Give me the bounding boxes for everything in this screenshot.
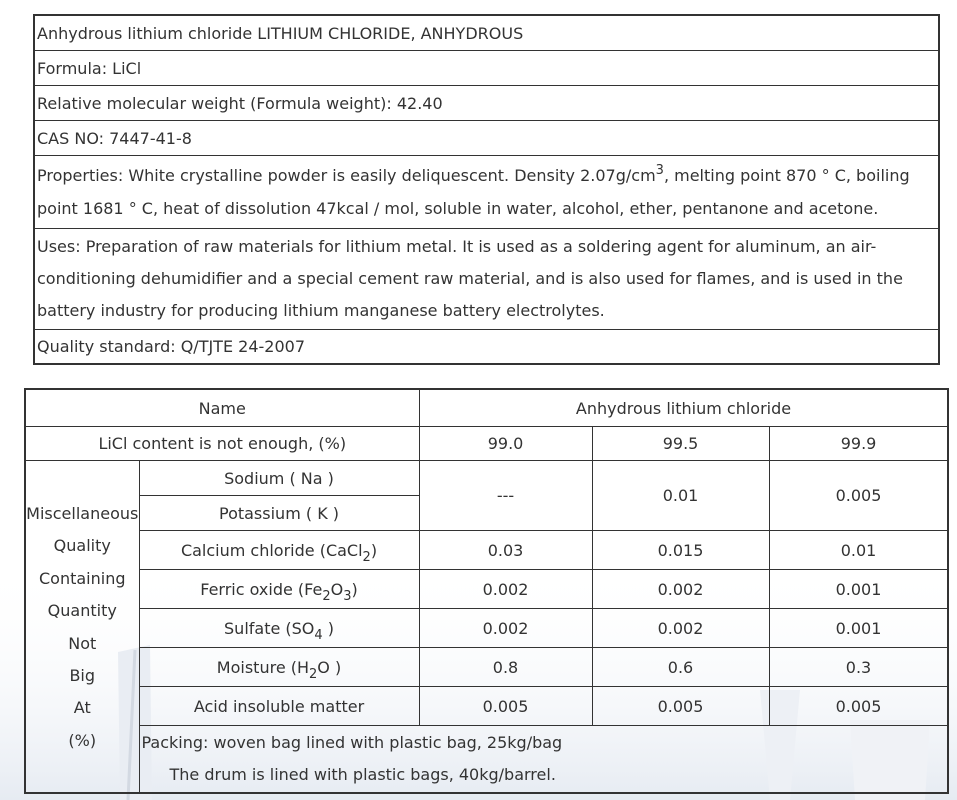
ferric-oxide-label: Ferric oxide $(Fe_2O_3)$: [139, 570, 419, 609]
info-row: [34, 121, 939, 156]
cell-value: 0.01: [592, 461, 769, 531]
cell-value: 0.3: [769, 648, 948, 687]
molecular-weight: Relative molecular weight (Formula weight): 42.40: [34, 86, 939, 121]
moisture-label: Moisture ($H_2O$ ): [139, 648, 419, 687]
cell-value: 99.5: [592, 427, 769, 461]
cell-value: 0.005: [769, 687, 948, 726]
packing-info: Packing: woven bag lined with plastic bag, 25kg/bag The drum is lined with plastic bags, 40kg/barrel.: [139, 726, 948, 794]
info-row: [34, 86, 939, 121]
cell-value: 0.005: [769, 461, 948, 531]
cell-value: 99.9: [769, 427, 948, 461]
cell-value: 0.002: [592, 570, 769, 609]
acid-insoluble-label: Acid insoluble matter: [139, 687, 419, 726]
table-row: [25, 427, 948, 461]
header-name: Name: [25, 389, 419, 427]
properties: Properties: White crystalline powder is easily deliquescent. Density $2.07g/cm^3$, melting point 870 ° C, boiling point 1681 ° C, heat of dissolution 47kcal / mol, soluble in water, alcohol, ether, pentanone and acetone.: [34, 156, 939, 229]
cell-value: 0.005: [419, 687, 592, 726]
cell-value: 0.8: [419, 648, 592, 687]
quality-standard: Quality standard: Q/TJTE 24-2007: [34, 330, 939, 365]
header-product: Anhydrous lithium chloride: [419, 389, 948, 427]
cell-value: 0.005: [592, 687, 769, 726]
formula: Formula: LiCl: [34, 51, 939, 86]
uses: Uses: Preparation of raw materials for lithium metal. It is used as a soldering agent for aluminum, an air-conditioning dehumidifier and a special cement raw material, and is also used for flames, and is used in the battery industry for producing lithium manganese battery electrolytes.: [34, 229, 939, 330]
info-row: [34, 229, 939, 330]
cell-value: ---: [419, 461, 592, 531]
cell-value: 0.001: [769, 609, 948, 648]
cell-value: 0.001: [769, 570, 948, 609]
table-row: [25, 461, 948, 496]
cell-value: 0.002: [419, 570, 592, 609]
product-name: Anhydrous lithium chloride LITHIUM CHLORIDE, ANHYDROUS: [34, 15, 939, 51]
cell-value: 0.01: [769, 531, 948, 570]
cell-value: 0.015: [592, 531, 769, 570]
sulfate-label: Sulfate ($SO_4$ ): [139, 609, 419, 648]
calcium-chloride-label: Calcium chloride (CaCl$_2$): [139, 531, 419, 570]
info-row: [34, 156, 939, 229]
sodium-label: Sodium ( Na ): [139, 461, 419, 496]
table-row: [25, 531, 948, 570]
potassium-label: Potassium ( K ): [139, 496, 419, 531]
cell-value: 0.6: [592, 648, 769, 687]
table-row: [25, 609, 948, 648]
table-row: [25, 687, 948, 726]
cas-number: CAS NO: 7447-41-8: [34, 121, 939, 156]
impurity-label: Miscellaneous Quality Containing Quantity Not Big At (%): [25, 461, 139, 794]
packing-row: [25, 726, 948, 794]
cell-value: 99.0: [419, 427, 592, 461]
info-row: [34, 15, 939, 51]
product-info-table: [33, 14, 940, 365]
cell-value: 0.03: [419, 531, 592, 570]
table-row: [25, 648, 948, 687]
table-row: [25, 570, 948, 609]
licl-content-label: LiCl content is not enough, (%): [25, 427, 419, 461]
info-row: [34, 51, 939, 86]
cell-value: 0.002: [419, 609, 592, 648]
cell-value: 0.002: [592, 609, 769, 648]
info-row: [34, 330, 939, 365]
specification-table: [24, 388, 949, 794]
table-row: [25, 389, 948, 427]
